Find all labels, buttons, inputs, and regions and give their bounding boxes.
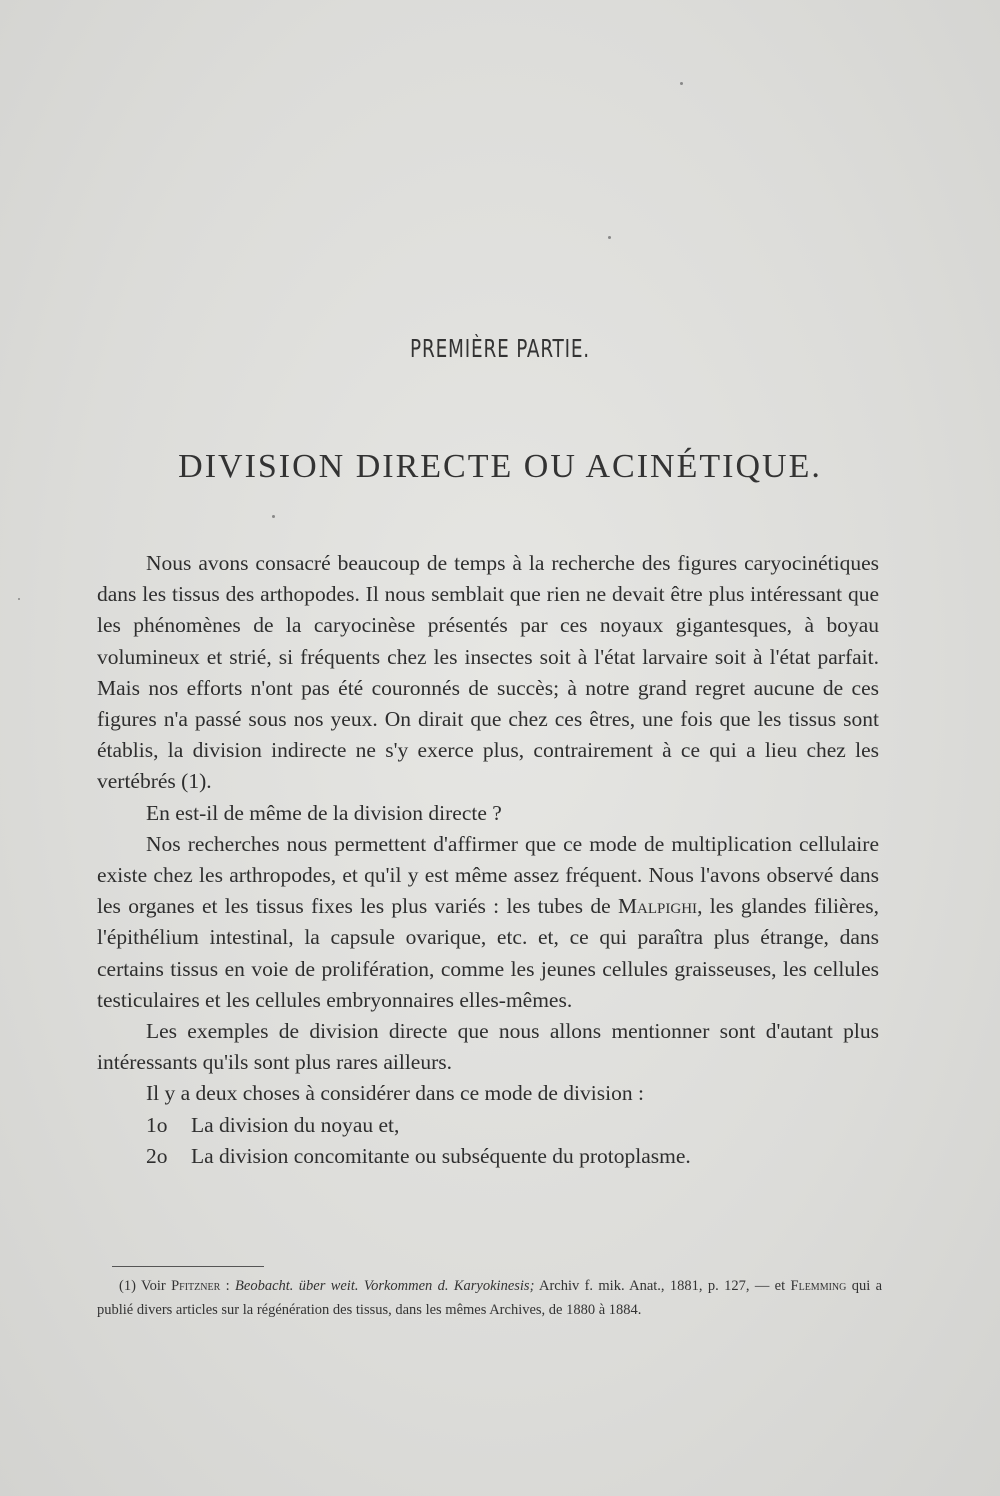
paragraph: Les exemples de division directe que nous allons mentionner sont d'autant plus intéressants qu'ils sont plus rares ailleurs. [97,1019,879,1075]
footnote-text-part: Archiv f. mik. Anat., 1881, p. 127, — et [538,1278,786,1294]
footnote-text-part: qui a publié divers articles sur la régénération des tissus, dans les mêmes Archives, de 1880 à 1884. [97,1278,883,1318]
speck [608,236,611,239]
part-title: PREMIÈRE PARTIE. [410,334,590,363]
footnote-divider [112,1266,264,1267]
speck [18,598,20,600]
footnote-author: Flemming [790,1278,847,1294]
paragraph: En est-il de même de la division directe ? [146,800,502,825]
list-number: 1o [146,1112,168,1137]
footnote-marker: (1) [119,1278,136,1294]
paragraph: Il y a deux choses à considérer dans ce mode de division : [146,1081,644,1106]
list-text: La division du noyau et, [191,1112,400,1137]
paragraph-text: , les glandes filières, l'épithélium intestinal, la capsule ovarique, etc. et, ce qui paraîtra plus étrange, dans certains tissus en voie de prolifération, comme les jeunes cellules graisseuses, les cellules testiculaires et les cellules embryonnaires elles-mêmes. [97,894,879,1012]
speck [272,515,275,518]
footnote-separator: : [225,1278,230,1294]
section-title: DIVISION DIRECTE OU ACINÉTIQUE. [178,448,822,485]
body-text [97,548,879,1172]
list-number: 2o [146,1143,168,1168]
paragraph [97,829,879,1016]
footnote-title: Beobacht. über weit. Vorkommen d. Karyokinesis; [235,1278,535,1294]
footnote-word: Voir [141,1278,166,1294]
author-name: Malpighi [617,894,698,919]
paragraph: Nous avons consacré beaucoup de temps à la recherche des figures caryocinétiques dans les tissus des arthopodes. Il nous semblait que rien ne devait être plus intéressant que les phénomènes de la caryocinèse présentés par ces noyaux gigantesques, à boyau volumineux et strié, si fréquents chez les insectes soit à l'état larvaire soit à l'état parfait. Mais nos efforts n'ont pas été couronnés de succès; à notre grand regret aucune de ces figures n'a passé sous nos yeux. On dirait que chez ces êtres, une fois que les tissus sont établis, la division indirecte ne s'y exerce plus, contrairement à ce qui a lieu chez les vertébrés (1). [97,551,879,794]
speck [680,82,683,85]
footnote-author: Pfitzner [171,1278,221,1294]
list-item [97,1110,879,1141]
list-item [97,1141,879,1172]
footnote [97,1274,882,1322]
footnote-text [97,1274,882,1322]
paragraph-text: Nos recherches nous permettent d'affirmer que ce mode de multiplication cellulaire existe chez les arthropodes, et qu'il y est même assez fréquent. Nous l'avons observé dans les organes et les tissus fixes les plus variés : les tubes de [97,831,879,919]
list-text: La division concomitante ou subséquente du protoplasme. [191,1143,691,1168]
